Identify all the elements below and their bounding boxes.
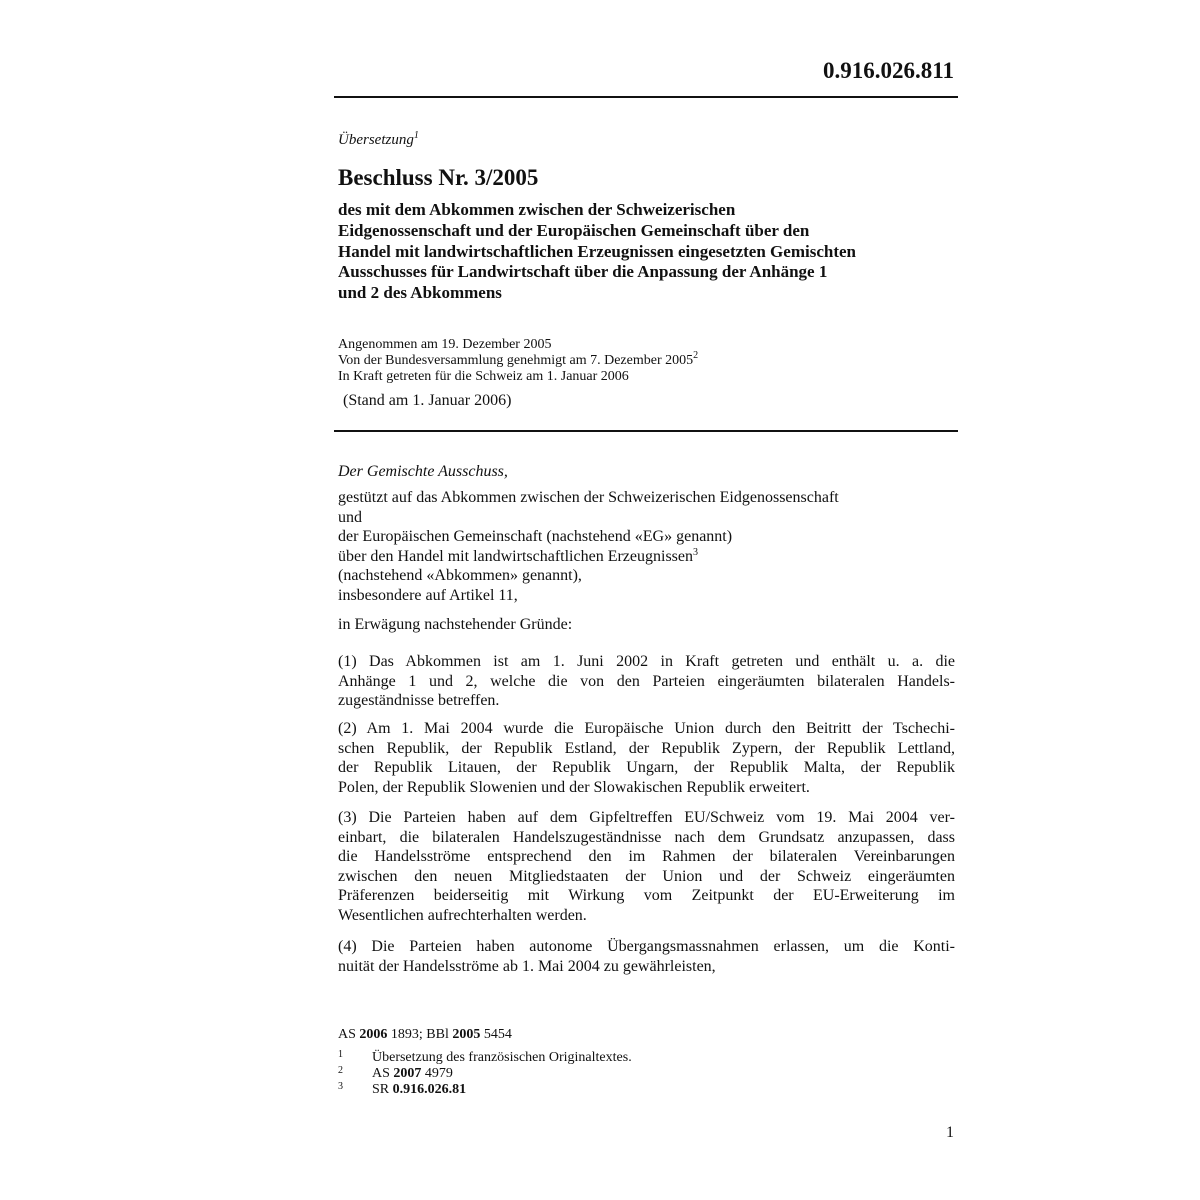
- recital-line: zwischen den neuen Mitgliedstaaten der Union und der Schweiz eingeräumten: [338, 867, 955, 885]
- recital-line: Wesentlichen aufrechterhalten werden.: [338, 906, 587, 924]
- as-prefix: AS: [338, 1027, 360, 1042]
- legal-basis-line: (nachstehend «Abkommen» genannt),: [338, 567, 582, 584]
- subtitle-line: Eidgenossenschaft und der Europäischen Gemeinschaft über den: [338, 220, 810, 240]
- legal-basis-line: gestützt auf das Abkommen zwischen der Schweizerischen Eidgenossenschaft: [338, 489, 839, 506]
- translation-text: Übersetzung: [338, 132, 414, 148]
- as-year: 2006: [359, 1027, 388, 1042]
- bbl-year: 2005: [452, 1027, 481, 1042]
- legal-basis-line: [338, 547, 839, 567]
- subtitle-line: und 2 des Abkommens: [338, 283, 502, 303]
- recital-line: (4) Die Parteien haben autonome Übergangsmassnahmen erlassen, um die Konti-: [338, 938, 955, 955]
- recital-line: einbart, die bilateralen Handelszugeständnisse nach dem Grundsatz anzupassen, dass: [338, 828, 955, 846]
- footnote-3: [338, 1079, 466, 1098]
- subtitle-line: Ausschusses für Landwirtschaft über die Anpassung der Anhänge 1: [338, 262, 828, 282]
- in-force-date: In Kraft getreten für die Schweiz am 1. Januar 2006: [338, 369, 629, 384]
- recital-3: [338, 808, 955, 925]
- footnote-prefix: AS: [372, 1066, 394, 1081]
- footnote-prefix: SR: [372, 1082, 393, 1097]
- page-number: 1: [946, 1124, 954, 1141]
- recital-1: [338, 652, 955, 711]
- recital-line: (1) Das Abkommen ist am 1. Juni 2002 in Kraft getreten und enthält u. a. die: [338, 653, 955, 670]
- recital-line: (2) Am 1. Mai 2004 wurde die Europäische Union durch den Beitritt der Tschechi-: [338, 720, 955, 737]
- footnote-ref-1[interactable]: 1: [413, 130, 419, 141]
- recital-line: die Handelsströme entsprechend den im Rahmen der bilateralen Vereinbarungen: [338, 848, 955, 865]
- adopted-date: Angenommen am 19. Dezember 2005: [338, 337, 552, 352]
- decision-title: Beschluss Nr. 3/2005: [338, 165, 539, 190]
- legal-basis-line: der Europäischen Gemeinschaft (nachstehend «EG» genannt): [338, 528, 733, 545]
- legal-basis-line: und: [338, 508, 362, 526]
- recital-line: nuität der Handelsströme ab 1. Mai 2004 zu gewährleisten,: [338, 957, 716, 975]
- publication-reference: [338, 1027, 512, 1043]
- recital-line: schen Republik, der Republik Estland, der Republik Zypern, der Republik Lettland,: [338, 739, 955, 757]
- recital-4: [338, 937, 955, 976]
- footnote-number: 3: [338, 1081, 343, 1092]
- footnote-number: 1: [338, 1049, 343, 1060]
- subtitle-line: des mit dem Abkommen zwischen der Schweizerischen: [338, 200, 736, 219]
- considering-clause: in Erwägung nachstehender Gründe:: [338, 616, 573, 633]
- recital-line: Polen, der Republik Slowenien und der Slowakischen Republik erweitert.: [338, 778, 810, 796]
- footnote-text: Übersetzung des französischen Originaltextes.: [372, 1050, 632, 1065]
- footnote-bold: 0.916.026.81: [392, 1082, 467, 1097]
- approved-text: Von der Bundesversammlung genehmigt am 7. Dezember 2005: [338, 353, 694, 368]
- recital-line: zugeständnisse betreffen.: [338, 692, 500, 709]
- footnote-number: 2: [338, 1065, 343, 1076]
- as-page: 1893; BBl: [387, 1027, 453, 1042]
- subtitle-line: Handel mit landwirtschaftlichen Erzeugnissen eingesetzten Gemischten: [338, 241, 856, 261]
- legal-basis: [338, 488, 839, 605]
- footnote-ref-3[interactable]: 3: [693, 546, 698, 558]
- footnote-bold: 2007: [393, 1066, 422, 1081]
- recital-line: Präferenzen beiderseitig mit Wirkung vom Zeitpunkt der EU-Erweiterung im: [338, 887, 955, 904]
- recital-line: Anhänge 1 und 2, welche die von den Parteien eingeräumten bilateralen Handels-: [338, 672, 955, 690]
- recital-line: der Republik Litauen, der Republik Ungarn, der Republik Malta, der Republik: [338, 759, 955, 776]
- footnote-suffix: 4979: [421, 1066, 453, 1081]
- metadata-rule: [334, 430, 958, 432]
- legal-basis-text: über den Handel mit landwirtschaftlichen Erzeugnissen: [338, 547, 693, 565]
- recital-2: [338, 719, 955, 797]
- translation-label: [338, 132, 419, 149]
- bbl-page: 5454: [480, 1027, 512, 1042]
- legal-basis-line: insbesondere auf Artikel 11,: [338, 586, 518, 604]
- sr-number: 0.916.026.811: [823, 58, 954, 83]
- footnote-ref-2[interactable]: 2: [693, 350, 699, 361]
- committee-heading: Der Gemischte Ausschuss,: [338, 463, 508, 480]
- adoption-metadata: [338, 337, 698, 385]
- decision-subtitle: [338, 200, 856, 304]
- header-rule: [334, 96, 958, 98]
- status-date: (Stand am 1. Januar 2006): [343, 392, 512, 409]
- approved-date: [338, 350, 699, 369]
- recital-line: (3) Die Parteien haben auf dem Gipfeltreffen EU/Schweiz vom 19. Mai 2004 ver-: [338, 809, 955, 826]
